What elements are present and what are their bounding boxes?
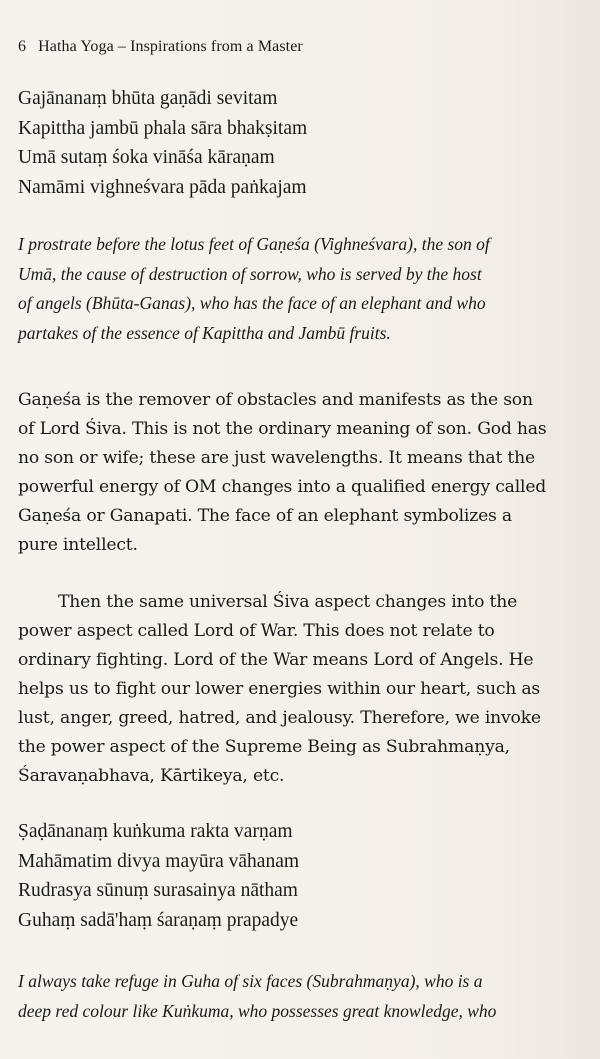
paragraph-line: of Lord Śiva. This is not the ordinary meaning of son. God has [18, 419, 547, 439]
paragraph-line: ordinary fighting. Lord of the War means Lord of Angels. He [18, 650, 534, 670]
translation-2 [18, 967, 582, 1026]
verse-line: Umā sutaṃ śoka vināśa kāraṇam [18, 147, 275, 168]
paragraph-line: Then the same universal Śiva aspect changes into the [58, 592, 518, 612]
paragraph-line: powerful energy of OM changes into a qualified energy called [18, 477, 547, 497]
verse-line: Kapittha jambū phala sāra bhakṣitam [18, 117, 308, 139]
translation-line: I always take refuge in Guha of six faces (Subrahmaṇya), who is a [18, 971, 483, 991]
paragraph-line: the power aspect of the Supreme Being as Subrahmaṇya, [18, 737, 510, 757]
translation-line: I prostrate before the lotus feet of Gaṇeśa (Vighneśvara), the son of [18, 234, 490, 254]
translation-1 [18, 230, 582, 348]
verse-line: Namāmi vighneśvara pāda paṅkajam [18, 176, 307, 198]
verse-line: Mahāmatim divya mayūra vāhanam [18, 850, 300, 872]
verse-line: Rudrasya sūnuṃ surasainya nātham [18, 880, 298, 901]
paragraph-line: Gaṇeśa is the remover of obstacles and manifests as the son [18, 390, 533, 410]
paragraph-line: Śaravaṇabhava, Kārtikeya, etc. [18, 766, 285, 786]
paragraph-lord-of-war [18, 588, 582, 791]
verse-line: Ṣaḍānanaṃ kuṅkuma rakta varṇam [18, 821, 293, 842]
verse-line: Gajānanaṃ bhūta gaṇādi sevitam [18, 88, 278, 109]
verse-line: Guhaṃ sadā'haṃ śaraṇaṃ prapadye [18, 909, 299, 931]
sanskrit-verse-2 [18, 817, 582, 935]
paragraph-ganesa [18, 386, 582, 560]
paragraph-line: power aspect called Lord of War. This does not relate to [18, 621, 495, 641]
paragraph-line: lust, anger, greed, hatred, and jealousy. Therefore, we invoke [18, 708, 541, 728]
translation-line: of angels (Bhūta-Ganas), who has the face of an elephant and who [18, 293, 486, 313]
translation-line: deep red colour like Kuṅkuma, who possesses great knowledge, who [18, 1000, 497, 1021]
paragraph-line: helps us to fight our lower energies within our heart, such as [18, 679, 541, 699]
page-number: 6 [18, 38, 27, 55]
paragraph-line: Gaṇeśa or Ganapati. The face of an elephant symbolizes a [18, 506, 512, 526]
paragraph-line: pure intellect. [18, 535, 138, 555]
translation-line: Umā, the cause of destruction of sorrow, who is served by the host [18, 263, 482, 284]
sanskrit-verse-1 [18, 84, 582, 202]
paragraph-line: no son or wife; these are just wavelengths. It means that the [18, 448, 535, 468]
running-header [18, 36, 582, 58]
running-title: Hatha Yoga – Inspirations from a Master [38, 38, 303, 55]
translation-line: partakes of the essence of Kapittha and Jambū fruits. [18, 322, 391, 343]
